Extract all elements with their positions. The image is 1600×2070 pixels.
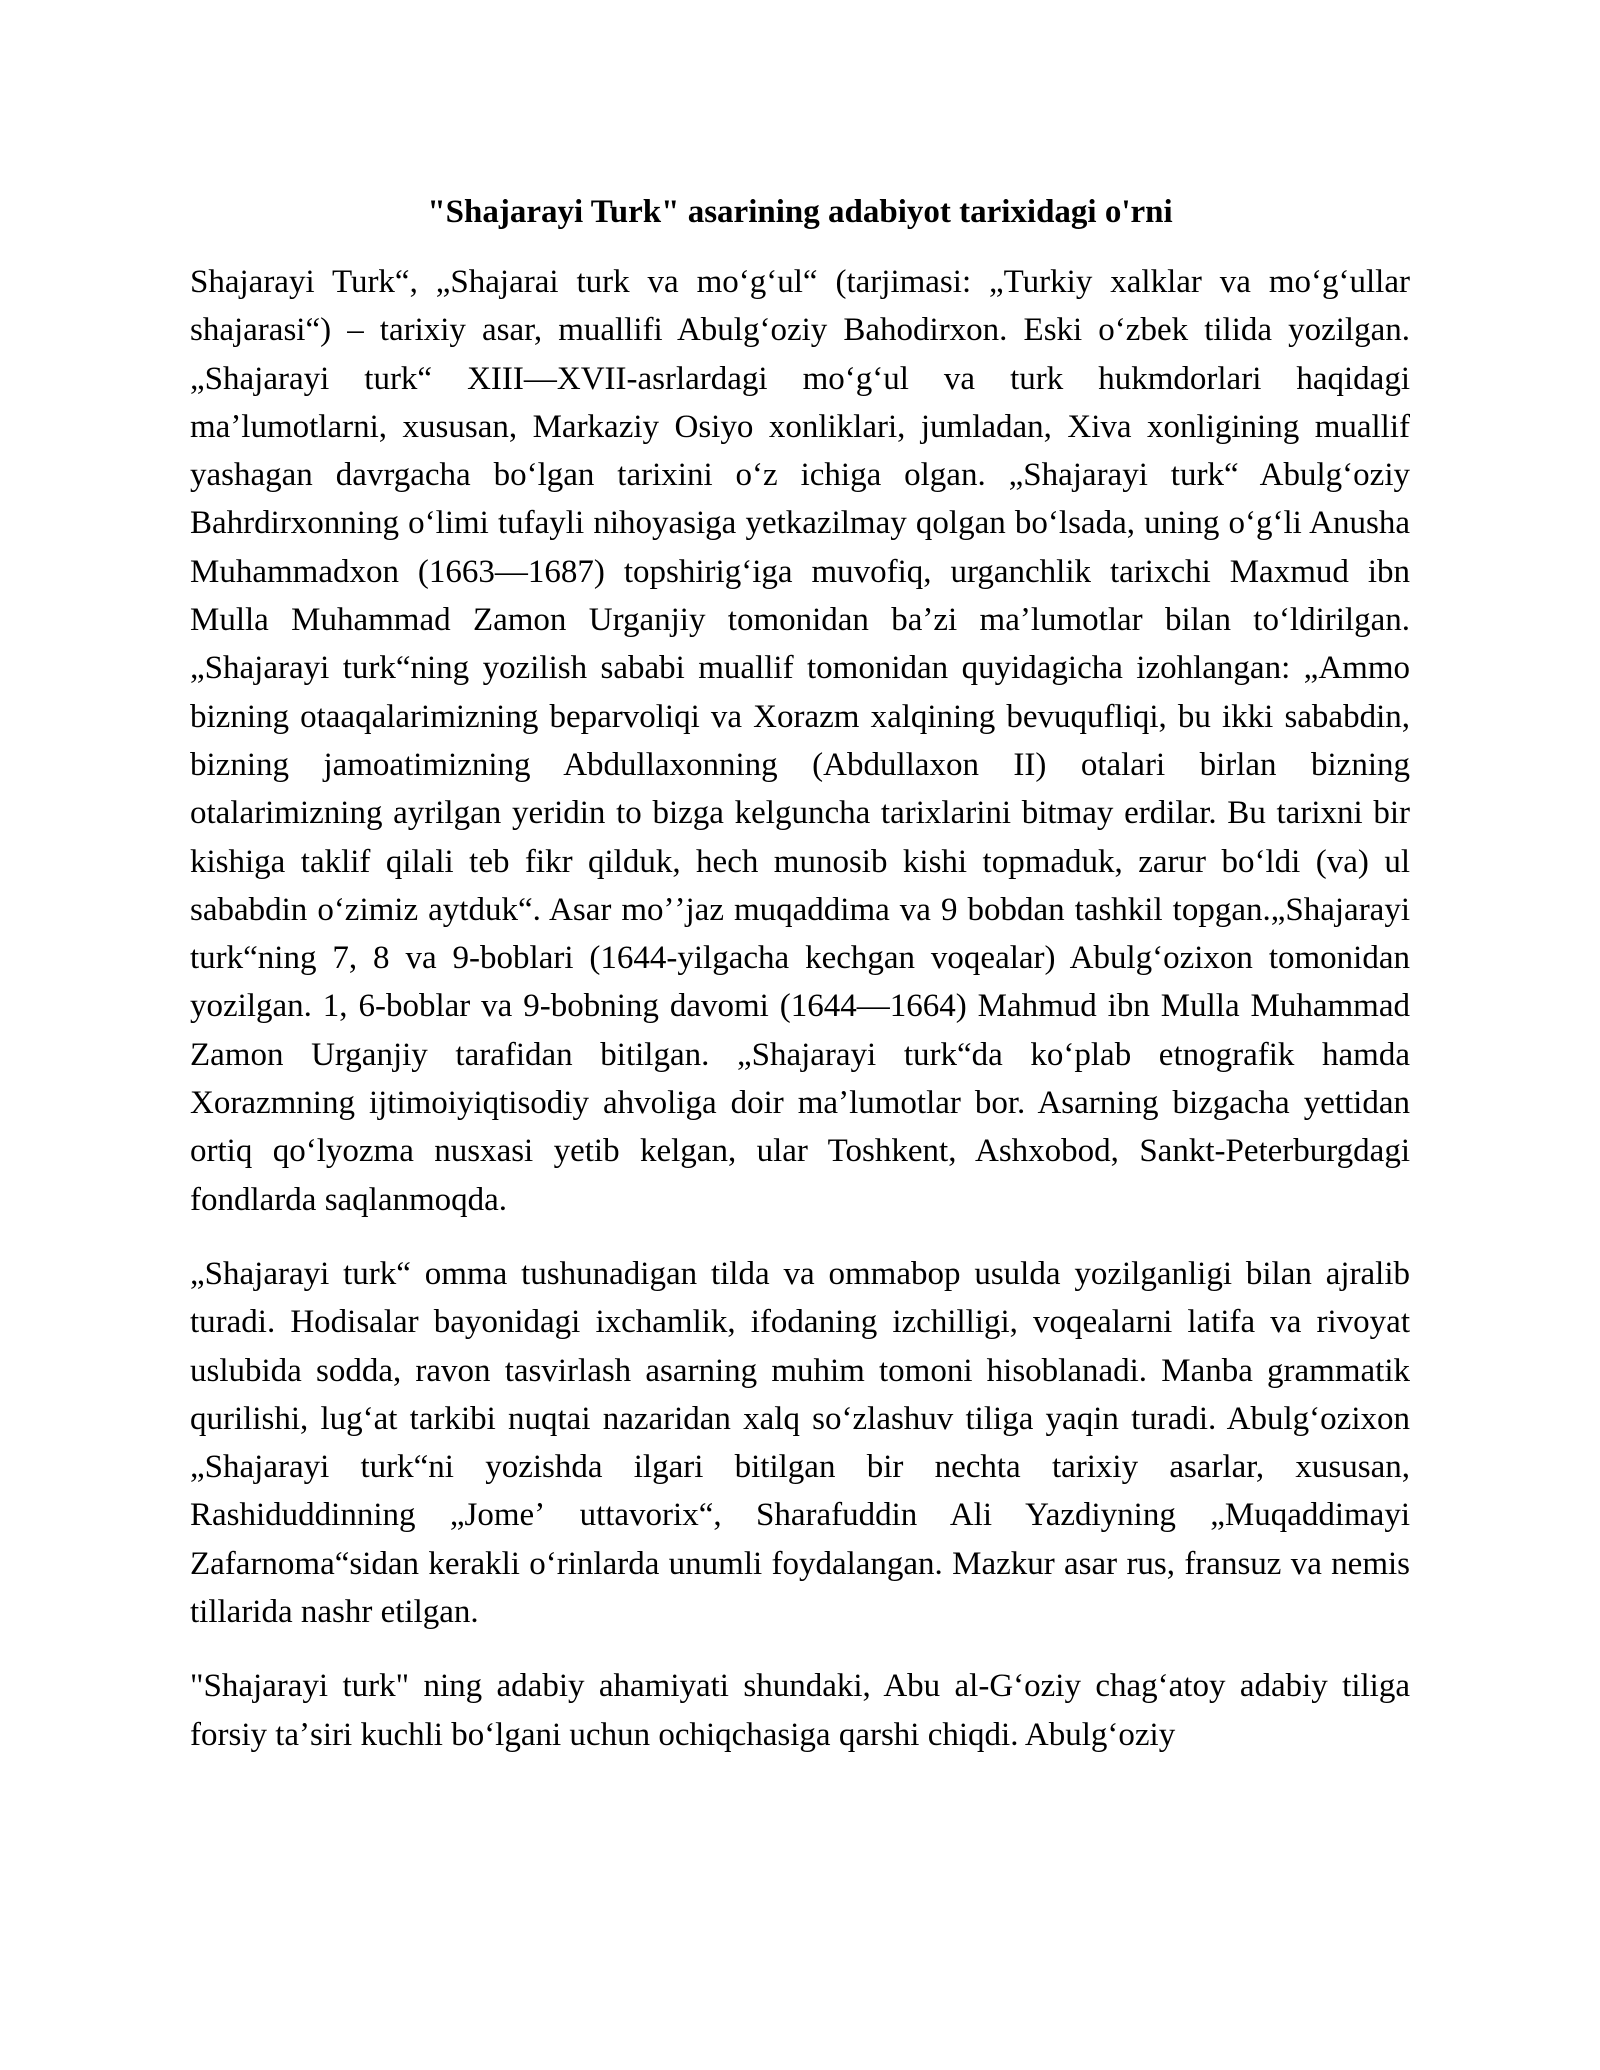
paragraph-2: „Shajarayi turk“ omma tushunadigan tilda va ommabop usulda yozilganligi bilan ajralib turadi. Hodisalar bayonidagi ixchamlik, ifodaning izchilligi, voqealarni latifa va rivoyat uslubida sodda, ravon tasvirlash asarning muhim tomoni hisoblanadi. Manba grammatik qurilishi, lugʻat tarkibi nuqtai nazaridan xalq soʻzlashuv tiliga yaqin turadi. Abulgʻozixon „Shajarayi turk“ni yozishda ilgari bitilgan bir nechta tarixiy asarlar, xususan, Rashiduddinning „Jomeʼ uttavorix“, Sharafuddin Ali Yazdiyning „Muqaddimayi Zafarnoma“sidan kerakli oʻrinlarda unumli foydalangan. Mazkur asar rus, fransuz va nemis tillarida nashr etilgan. xyxy=(190,1255,1410,1631)
paragraph-1: Shajarayi Turk“, „Shajarai turk va moʻgʻul“ (tarjimasi: „Turkiy xalklar va moʻgʻullar shajarasi“) – tarixiy asar, muallifi Abulgʻoziy Bahodirxon. Eski oʻzbek tilida yozilgan. „Shajarayi turk“ XIII—XVII-asrlardagi moʻgʻul va turk hukmdorlari haqidagi maʼlumotlarni, xususan, Markaziy Osiyo xonliklari, jumladan, Xiva xonligining muallif yashagan davrgacha boʻlgan tarixini oʻz ichiga olgan. „Shajarayi turk“ Abulgʻoziy Bahrdirxonning oʻlimi tufayli nihoyasiga yetkazilmay qolgan boʻlsada, uning oʻgʻli Anusha Muhammadxon (1663—1687) topshirigʻiga muvofiq, urganchlik tarixchi Maxmud ibn Mulla Muhammad Zamon Urganjiy tomonidan baʼzi maʼlumotlar bilan toʻldirilgan. „Shajarayi turk“ning yozilish sababi muallif tomonidan quyidagicha izohlangan: „Ammo bizning otaaqalarimizning beparvoliqi va Xorazm xalqining bevuqufliqi, bu ikki sababdin, bizning jamoatimizning Abdullaxonning (Abdullaxon II) otalari birlan bizning otalarimizning ayrilgan yeridin to bizga kelguncha tarixlarini bitmay erdilar. Bu tarixni bir kishiga taklif qilali teb fikr qilduk, hech munosib kishi topmaduk, zarur boʻldi (va) ul sababdin oʻzimiz aytduk“. Asar moʼʼjaz muqaddima va 9 bobdan tashkil topgan.„Shajarayi turk“ning 7, 8 va 9-boblari (1644-yilgacha kechgan voqealar) Abulgʻozixon tomonidan yozilgan. 1, 6-boblar va 9-bobning davomi (1644—1664) Mahmud ibn Mulla Muhammad Zamon Urganjiy tarafidan bitilgan. „Shajarayi turk“da koʻplab etnografik hamda Xorazmning ijtimoiyiqtisodiy ahvoliga doir maʼlumotlar bor. Asarning bizgacha yettidan ortiq qoʻlyozma nusxasi yetib kelgan, ular Toshkent, Ashxobod, Sankt-Peterburgdagi fondlarda saqlanmoqda. xyxy=(190,264,1410,1218)
document-body xyxy=(190,188,1410,1785)
document-title: "Shajarayi Turk" asarining adabiyot tarixidagi o'rni xyxy=(427,194,1173,230)
paragraph-3: "Shajarayi turk" ning adabiy ahamiyati shundaki, Abu al-Gʻoziy chagʻatoy adabiy tiliga forsiy taʼsiri kuchli boʻlgani uchun ochiqchasiga qarshi chiqdi. Abulgʻoziy xyxy=(190,1668,1410,1753)
